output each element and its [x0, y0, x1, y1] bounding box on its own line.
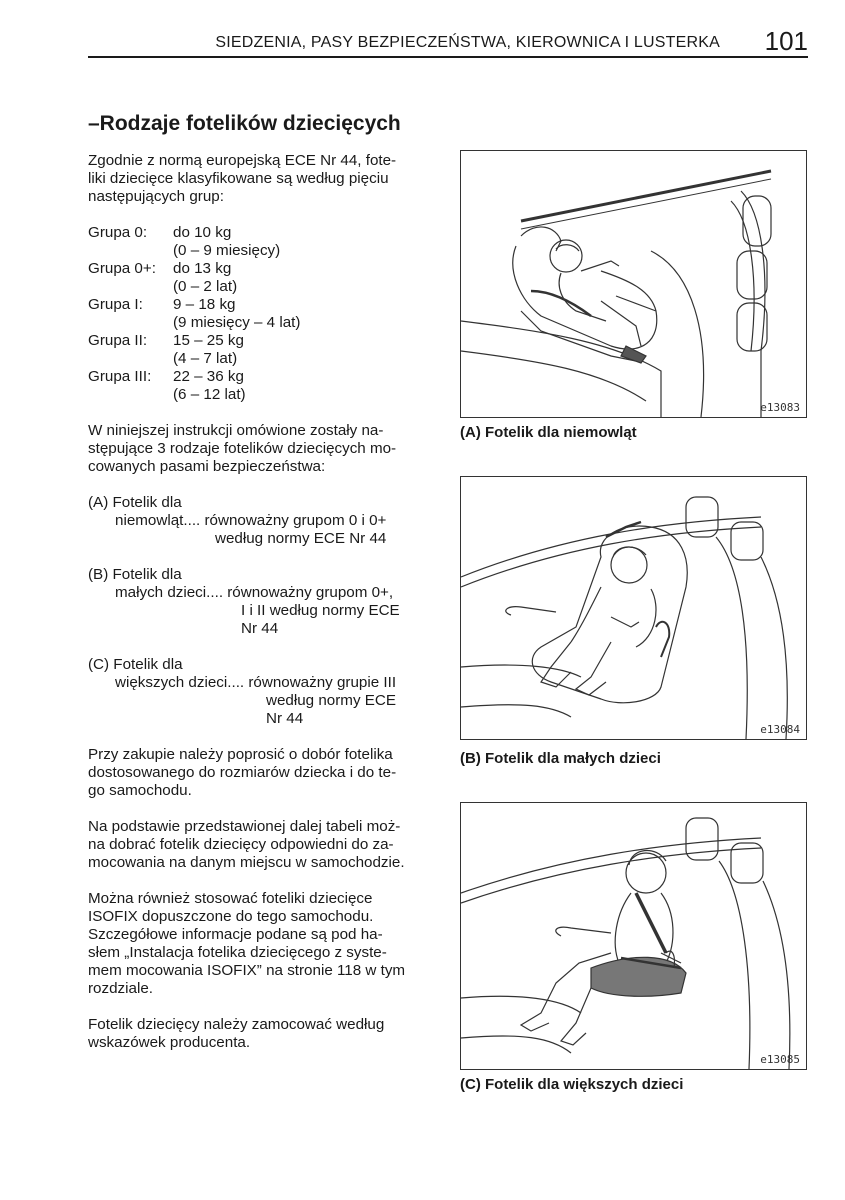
larger-child-seat-illustration [461, 803, 806, 1069]
group-list [88, 224, 436, 404]
seat-type-b [88, 566, 436, 638]
group-weight: 15 – 25 kg [173, 332, 244, 349]
group-row [88, 332, 436, 350]
isofix-line: Można również stosować foteliki dziecięce [88, 890, 373, 907]
types-intro-line: cowanych pasami bezpieczeństwa: [88, 458, 326, 475]
seat-type-desc: I i II według normy ECE [241, 602, 400, 619]
group-age: (4 – 7 lat) [173, 350, 238, 367]
group-weight: 22 – 36 kg [173, 368, 244, 385]
group-row [88, 260, 436, 278]
seat-type-a [88, 494, 436, 548]
intro-line: następujących grup: [88, 188, 224, 205]
purchase-line: go samochodu. [88, 782, 192, 799]
figure-code: e13083 [760, 401, 800, 414]
intro-paragraph [88, 152, 436, 206]
group-weight: 9 – 18 kg [173, 296, 236, 313]
body-text-column [88, 152, 436, 1052]
isofix-line: słem „Instalacja fotelika dziecięcego z syste- [88, 944, 387, 961]
table-line: na dobrać fotelik dziecięcy odpowiedni do za- [88, 836, 394, 853]
isofix-line: ISOFIX dopuszczone do tego samochodu. [88, 908, 374, 925]
group-row [88, 224, 436, 242]
small-child-seat-illustration [461, 477, 806, 739]
infant-seat-illustration [461, 151, 806, 417]
figure-larger-child-seat [460, 802, 807, 1070]
table-line: Na podstawie przedstawionej dalej tabeli moż- [88, 818, 401, 835]
seat-type-desc: według normy ECE [266, 692, 396, 709]
isofix-line: mem mocowania ISOFIX” na stronie 118 w tym [88, 962, 406, 979]
group-label: Grupa II: [88, 332, 148, 349]
figure-c-caption: (C) Fotelik dla większych dzieci [460, 1076, 684, 1093]
figure-small-child-seat [460, 476, 807, 740]
group-label: Grupa 0: [88, 224, 148, 241]
page-header [88, 26, 808, 58]
seat-type-desc: według normy ECE Nr 44 [215, 530, 387, 547]
group-label: Grupa 0+: [88, 260, 156, 277]
figure-infant-seat [460, 150, 807, 418]
seat-type-desc: małych dzieci.... równoważny grupom 0+, [115, 584, 394, 601]
figure-code: e13084 [760, 723, 800, 736]
types-intro-line: stępujące 3 rodzaje fotelików dziecięcych mo- [88, 440, 397, 457]
purchase-paragraph [88, 746, 436, 800]
group-age: (0 – 2 lat) [173, 278, 238, 295]
figure-a-caption: (A) Fotelik dla niemowląt [460, 424, 637, 441]
types-intro-line: W niniejszej instrukcji omówione zostały na- [88, 422, 384, 439]
seat-type-c [88, 656, 436, 728]
section-title: –Rodzaje fotelików dziecięcych [88, 112, 401, 135]
group-weight: do 10 kg [173, 224, 232, 241]
isofix-line: rozdziale. [88, 980, 153, 997]
seat-type-desc: większych dzieci.... równoważny grupie III [115, 674, 397, 691]
figure-code: e13085 [760, 1053, 800, 1066]
types-intro-paragraph [88, 422, 436, 476]
mounting-line: wskazówek producenta. [88, 1034, 251, 1051]
seat-type-heading: (B) Fotelik dla [88, 566, 182, 583]
figure-b-caption: (B) Fotelik dla małych dzieci [460, 750, 661, 767]
isofix-line: Szczegółowe informacje podane są pod ha- [88, 926, 383, 943]
group-age: (9 miesięcy – 4 lat) [173, 314, 301, 331]
seat-type-desc: Nr 44 [241, 620, 279, 637]
page-number: 101 [764, 26, 808, 56]
seat-type-heading: (C) Fotelik dla [88, 656, 183, 673]
running-title: SIEDZENIA, PASY BEZPIECZEŃSTWA, KIEROWNICA I LUSTERKA [215, 34, 720, 51]
mounting-paragraph [88, 1016, 436, 1052]
seat-type-desc: niemowląt.... równoważny grupom 0 i 0+ [115, 512, 387, 529]
group-weight: do 13 kg [173, 260, 232, 277]
group-row [88, 368, 436, 386]
isofix-paragraph [88, 890, 436, 998]
group-label: Grupa III: [88, 368, 152, 385]
seat-type-heading: (A) Fotelik dla [88, 494, 182, 511]
intro-line: liki dziecięce klasyfikowane są według pięciu [88, 170, 389, 187]
group-age: (6 – 12 lat) [173, 386, 246, 403]
group-label: Grupa I: [88, 296, 143, 313]
table-line: mocowania na danym miejscu w samochodzie. [88, 854, 405, 871]
group-age: (0 – 9 miesięcy) [173, 242, 281, 259]
table-paragraph [88, 818, 436, 872]
mounting-line: Fotelik dziecięcy należy zamocować według [88, 1016, 385, 1033]
purchase-line: dostosowanego do rozmiarów dziecka i do te- [88, 764, 397, 781]
intro-line: Zgodnie z normą europejską ECE Nr 44, fote- [88, 152, 397, 169]
group-row [88, 296, 436, 314]
seat-type-desc: Nr 44 [266, 710, 304, 727]
purchase-line: Przy zakupie należy poprosić o dobór fotelika [88, 746, 393, 763]
